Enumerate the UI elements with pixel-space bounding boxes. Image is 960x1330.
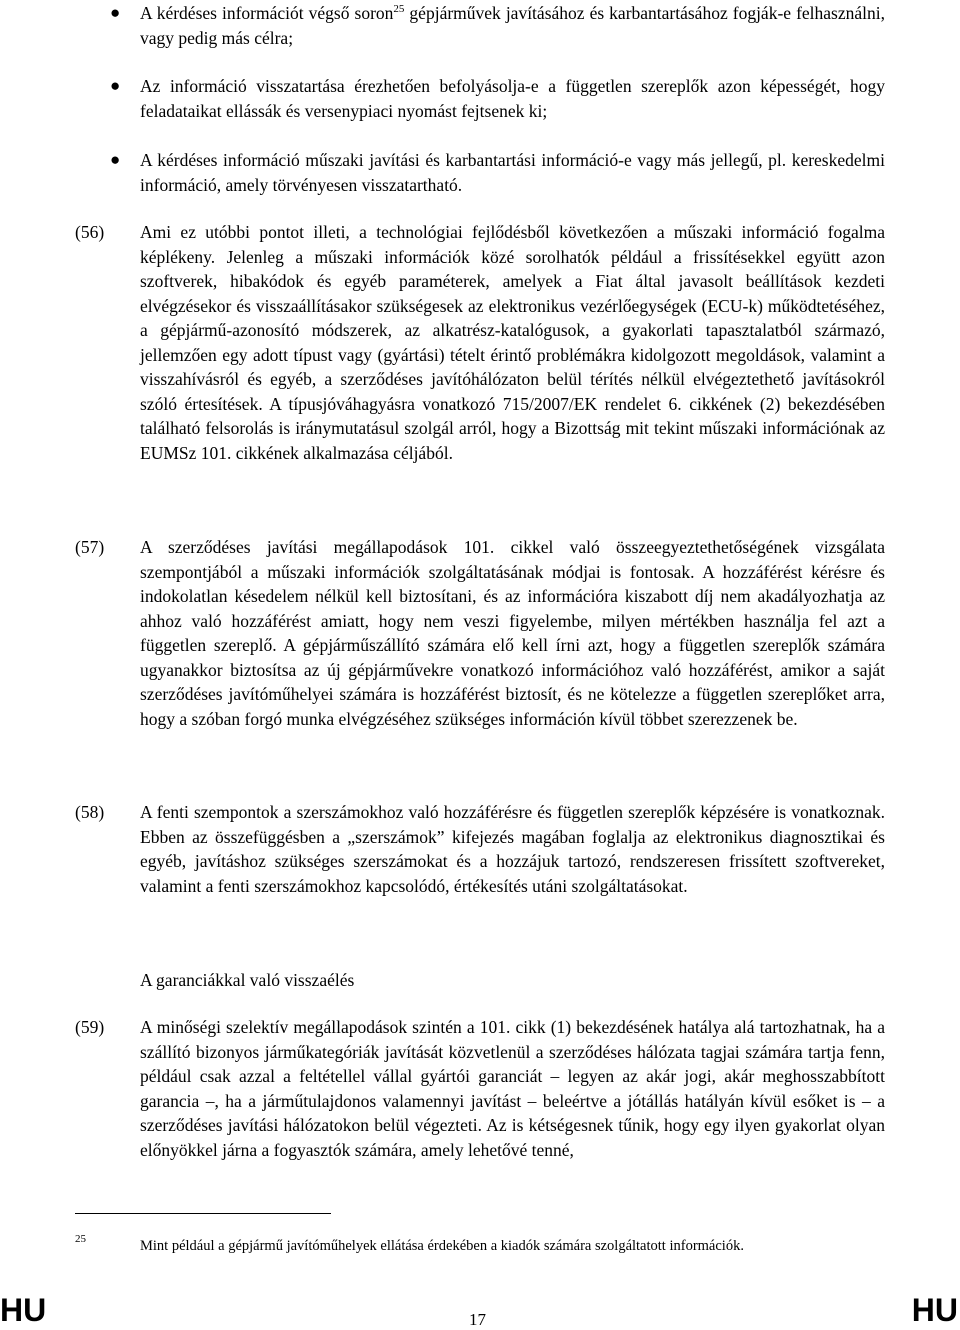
bullet-dot-icon: ●	[110, 3, 121, 22]
bullet-text: A kérdéses információt végső soron$^{25}$ gépjárművek javításához és karbantartásához fogják-e felhasználni, vagy pedig más célra;	[140, 3, 885, 48]
bullet-dot-icon: ●	[110, 150, 121, 169]
footnote-separator	[75, 1213, 331, 1214]
paragraph-number: (59)	[75, 1017, 105, 1037]
bullet-dot-icon: ●	[110, 76, 121, 95]
paragraph-number: (57)	[75, 537, 105, 557]
paragraph-text: A minőségi szelektív megállapodások szintén a 101. cikk (1) bekezdésének hatálya alá tartozhatnak, ha a szállító bizonyos járműkategóriák javítását közvetlenül a szerződéses hálózata tagjai számára tartja fenn, például csak azzal a feltétellel vállal gyártói garanciát – legyen az akár jogi, akár meghosszabbított garancia –, ha a járműtulajdonos valamennyi javítást – beleértve a jótállás hatályán kívül esőket is – a szerződéses javítási hálózatokon belül végezteti. Az is kétségesnek tűnik, hogy egy ilyen gyakorlat olyan előnyökkel járna a fogyasztók számára, amely lehetővé tenné,	[140, 1017, 885, 1160]
bullet-item	[110, 1, 885, 50]
footnote-text: Mint például a gépjármű javítóműhelyek ellátása érdekében a kiadók számára szolgáltatott információk.	[140, 1238, 744, 1254]
paragraph-number: (58)	[75, 802, 105, 822]
bullet-text: Az információ visszatartása érezhetően befolyásolja-e a független szereplők azon képességét, hogy feladataikat ellássák és versenypiaci nyomást fejtsenek ki;	[140, 76, 885, 121]
page-number: 17	[469, 1310, 486, 1329]
bullet-item	[110, 74, 885, 123]
bullet-item	[110, 148, 885, 197]
paragraph-text: A fenti szempontok a szerszámokhoz való hozzáférésre és független szereplők képzésére is vonatkoznak. Ebben az összefüggésben a „szerszámok” kifejezés magában foglalja az elektronikus diagnosztikai és egyéb, javításhoz szükséges szerszámokat és a hozzájuk tartozó, rendszeresen frissített szoftvereket, valamint a fenti szerszámokhoz kapcsolódó, értékesítés utáni szolgáltatásokat.	[140, 802, 885, 896]
language-code-left: HU	[0, 1292, 47, 1328]
paragraph-text: Ami ez utóbbi pontot illeti, a technológiai fejlődésből következően a műszaki információ fogalma képlékeny. Jelenleg a műszaki információk közé sorolhatók például a frissítésekkel együtt azon szoftverek, hibakódok és egyéb paraméterek, amelyek a Fiat által javasolt beállítások kezdeti elvégzésekor és visszaállításakor szükségesek az elektronikus vezérlőegységek (ECU-k) működtetéséhez, a gépjármű-azonosító módszerek, az alkatrész-katalógusok, a gyakorlati tapasztalatból származó, jellemzően egy adott típust vagy (gyártási) tételt érintő problémákra kidolgozott megoldások, valamint a visszahívásról és egyéb, a szerződéses javítóhálózaton belül térítés nélkül elvégeztethető javításokról szóló értesítések. A típusjóváhagyásra vonatkozó 715/2007/EK rendelet 6. cikkének (2) bekezdésében található felsorolás is iránymutatásul szolgál arról, hogy a Bizottság mit tekint műszaki információnak az EUMSz 101. cikkének alkalmazása céljából.	[140, 222, 885, 463]
language-code-right: HU	[911, 1292, 958, 1328]
footnote-number: 25	[75, 1233, 86, 1245]
paragraph-number: (56)	[75, 222, 105, 242]
paragraph-text: A szerződéses javítási megállapodások 101. cikkel való összeegyeztethetőségének vizsgálata szempontjából a műszaki információk szolgáltatásának módjai is fontosak. A hozzáférést kérésre és indokolatlan késedelem nélkül kell biztosítani, és az információra kiszabott díj nem akadályozhatja az ahhoz való hozzáférést amiatt, hogy nem veszi figyelembe, milyen mértékben használja fel azt a független szereplő. A gépjárműszállító számára elő kell írni azt, hogy a független szereplők számára ugyanakkor biztosítsa az új gépjárművekre vonatkozó információhoz való hozzáférést, amikor a saját szerződéses javítóműhelyei számára is hozzáférést biztosít, és ne kötelezze a független szereplőket arra, hogy a szóban forgó munka elvégzéséhez szükséges információn kívül többet szerezzenek be.	[140, 537, 885, 729]
bullet-text: A kérdéses információ műszaki javítási és karbantartási információ-e vagy más jellegű, pl. kereskedelmi információ, amely törvényesen visszatartható.	[140, 150, 885, 195]
footnote-reference[interactable]: 25	[393, 3, 405, 16]
section-heading: A garanciákkal való visszaélés	[140, 970, 355, 990]
